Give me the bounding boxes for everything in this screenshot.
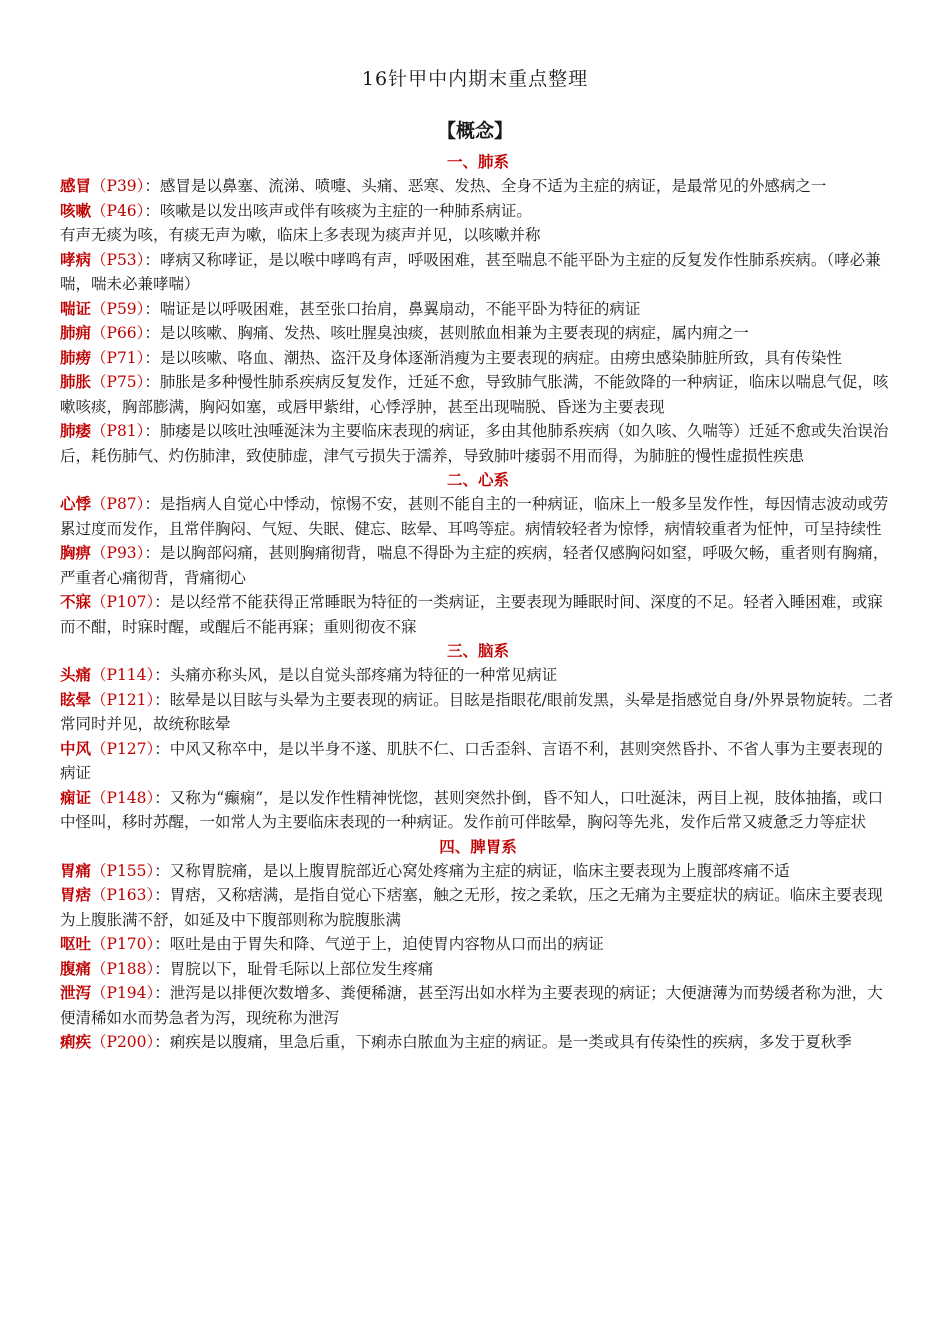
page-reference: （P127） xyxy=(91,739,155,758)
entry-term: 不寐 xyxy=(60,592,92,611)
entry-bumei xyxy=(60,590,896,639)
entry-term: 头痛 xyxy=(60,665,92,684)
entry-term: 眩晕 xyxy=(60,689,92,709)
entry-term: 肺痈 xyxy=(60,323,92,342)
entry-definition: ：呕吐是由于胃失和降、气逆于上，迫使胃内容物从口而出的病证 xyxy=(154,935,604,953)
entry-definition: ：泄泻是以排便次数增多、粪便稀溏，甚至泻出如水样为主要表现的病证；大便溏薄为而势缓者称为泄，大便清稀如水而势急者为泻，现统称为泄泻 xyxy=(60,984,883,1027)
section-heading: 三、脑系 xyxy=(446,641,509,660)
section-heading: 二、心系 xyxy=(446,470,509,489)
entry-definition: ：肺痿是以咳吐浊唾涎沫为主要临床表现的病证，多由其他肺系疾病（如久咳、久喘等）迁延不愈或失治误治后，耗伤肺气、灼伤肺津，致使肺虚，津气亏损失于濡养，导致肺叶痿弱不用而得，为肺脏的慢性虚损性疾患 xyxy=(60,422,889,465)
content-body xyxy=(60,150,896,1055)
page-reference: （P114） xyxy=(91,666,155,684)
entry-term: 胃痞 xyxy=(60,885,92,904)
entry-xinji xyxy=(60,492,896,541)
section-spleen-stomach xyxy=(60,835,896,1055)
entry-term: 肺痿 xyxy=(60,421,92,440)
entry-definition: ：是指病人自觉心中悸动，惊惕不安，甚则不能自主的一种病证，临床上一般多呈发作性，每因情志波动或劳累过度而发作，且常伴胸闷、气短、失眠、健忘、眩晕、耳鸣等症。病情较轻者为惊悸，病情较重者为怔忡，可呈持续性 xyxy=(60,495,889,538)
entry-zhongfeng xyxy=(60,737,896,786)
section-heading: 一、肺系 xyxy=(446,152,509,171)
entry-definition: ：是以咳嗽、胸痛、发热、咳吐腥臭浊痰，甚则脓血相兼为主要表现的病症，属内痈之一 xyxy=(144,324,749,342)
page-reference: （P66） xyxy=(91,324,145,342)
entry-xianzheng xyxy=(60,786,896,835)
entry-outu xyxy=(60,932,896,957)
page-reference: （P121） xyxy=(91,690,155,709)
entry-weipi xyxy=(60,883,896,932)
entry-term: 肺胀 xyxy=(60,372,92,391)
page-reference: （P93） xyxy=(91,544,145,562)
page-reference: （P75） xyxy=(91,373,145,391)
page-reference: （P53） xyxy=(91,250,145,269)
entry-definition: ：是以经常不能获得正常睡眠为特征的一类病证，主要表现为睡眠时间、深度的不足。轻者入睡困难，或寐而不酣，时寐时醒，或醒后不能再寐；重则彻夜不寐 xyxy=(60,593,883,636)
entry-definition: ：头痛亦称头风，是以自觉头部疼痛为特征的一种常见病证 xyxy=(154,666,558,684)
entry-term: 感冒 xyxy=(60,176,92,195)
entry-feiwei xyxy=(60,419,896,468)
entry-term: 喘证 xyxy=(60,298,92,318)
entry-feiyong xyxy=(60,321,896,346)
entry-xiongbi xyxy=(60,541,896,590)
entry-term: 呕吐 xyxy=(60,934,92,953)
entry-feilao xyxy=(60,346,896,371)
entry-term: 咳嗽 xyxy=(60,200,92,220)
entry-toutong xyxy=(60,663,896,688)
entry-liji xyxy=(60,1030,896,1055)
entry-definition: ：肺胀是多种慢性肺系疾病反复发作，迁延不愈，导致肺气胀满，不能敛降的一种病证，临床以喘息气促，咳嗽咳痰，胸部膨满，胸闷如塞，或唇甲紫绀，心悸浮肿，甚至出现喘脱、昏迷为主要表现 xyxy=(60,373,889,416)
entry-feizhang xyxy=(60,370,896,419)
entry-note: 有声无痰为咳，有痰无声为嗽，临床上多表现为痰声并见，以咳嗽并称 xyxy=(60,226,541,244)
entry-definition: ：中风又称卒中，是以半身不遂、肌肤不仁、口舌歪斜、言语不利，甚则突然昏扑、不省人事为主要表现的病证 xyxy=(60,739,883,782)
entry-term: 哮病 xyxy=(60,249,92,269)
page-reference: （P107） xyxy=(91,593,155,611)
entry-chuanzheng xyxy=(60,297,896,322)
page-reference: （P39） xyxy=(91,177,145,195)
entry-definition: ：又称为“癫痫”，是以发作性精神恍惚，甚则突然扑倒，昏不知人，口吐涎沫，两目上视，肢体抽搐，或口中怪叫，移时苏醒，一如常人为主要临床表现的一种病证。发作前可伴眩晕，胸闷等先兆，发作后常又疲惫乏力等症状 xyxy=(60,788,884,831)
entry-term: 泄泻 xyxy=(60,983,92,1002)
page-reference: （P163） xyxy=(91,886,155,904)
page-reference: （P194） xyxy=(91,984,155,1002)
document-title: 16针甲中内期末重点整理 xyxy=(361,68,589,90)
entry-definition: ：是以胸部闷痛，甚则胸痛彻背，喘息不得卧为主症的疾病，轻者仅感胸闷如窒，呼吸欠畅，重者则有胸痛，严重者心痛彻背，背痛彻心 xyxy=(60,544,889,587)
page-reference: （P46） xyxy=(91,201,145,220)
entry-definition: ：胃痞，又称痞满，是指自觉心下痞塞，触之无形，按之柔软，压之无痛为主要症状的病证。临床主要表现为上腹胀满不舒，如延及中下腹部则称为脘腹胀满 xyxy=(60,886,883,929)
section-lung xyxy=(60,150,896,468)
entry-definition: ：喘证是以呼吸困难，甚至张口抬肩，鼻翼扇动，不能平卧为特征的病证 xyxy=(144,299,641,318)
entry-definition: ：哮病又称哮证，是以喉中哮鸣有声，呼吸困难，甚至喘息不能平卧为主症的反复发作性肺系疾病。（哮必兼喘，喘未必兼哮喘） xyxy=(60,250,881,293)
page-reference: （P170） xyxy=(91,935,155,953)
entry-term: 痢疾 xyxy=(60,1032,92,1051)
entry-definition: ：又称胃脘痛，是以上腹胃脘部近心窝处疼痛为主症的病证，临床主要表现为上腹部疼痛不适 xyxy=(154,861,790,880)
entry-definition: ：痢疾是以腹痛，里急后重，下痢赤白脓血为主症的病证。是一类或具有传染性的疾病，多发于夏秋季 xyxy=(154,1033,852,1051)
entry-definition: ：咳嗽是以发出咳声或伴有咳痰为主症的一种肺系病证。 xyxy=(144,201,532,220)
page-reference: （P155） xyxy=(91,861,155,880)
page-reference: （P200） xyxy=(91,1033,155,1051)
page-reference: （P59） xyxy=(91,299,145,318)
entry-term: 腹痛 xyxy=(60,958,92,978)
page-reference: （P87） xyxy=(91,495,145,513)
entry-term: 胃痛 xyxy=(60,860,92,880)
concept-heading: 【概念】 xyxy=(436,120,513,142)
entry-definition: ：胃脘以下，耻骨毛际以上部位发生疼痛 xyxy=(154,959,434,978)
entry-kesou xyxy=(60,199,896,224)
entry-definition: ：感冒是以鼻塞、流涕、喷嚏、头痛、恶寒、发热、全身不适为主症的病证，是最常见的外感病之一 xyxy=(144,177,827,195)
page-reference: （P71） xyxy=(91,348,145,367)
entry-xiexie xyxy=(60,981,896,1030)
section-heart xyxy=(60,468,896,639)
entry-term: 中风 xyxy=(60,738,92,758)
section-brain xyxy=(60,639,896,835)
entry-term: 心悸 xyxy=(60,494,92,513)
entry-futong xyxy=(60,957,896,982)
entry-term: 肺痨 xyxy=(60,347,92,367)
entry-xiaobing xyxy=(60,248,896,297)
page-reference: （P148） xyxy=(91,788,155,807)
entry-xuanyun xyxy=(60,688,896,737)
entry-weitong xyxy=(60,859,896,884)
page-reference: （P188） xyxy=(91,959,155,978)
entry-ganmao xyxy=(60,174,896,199)
entry-term: 胸痹 xyxy=(60,543,92,562)
entry-definition: ：眩晕是以目眩与头晕为主要表现的病证。目眩是指眼花/眼前发黑，头晕是指感觉自身/外界景物旋转。二者常同时并见，故统称眩晕 xyxy=(60,690,894,733)
page-reference: （P81） xyxy=(91,422,145,440)
entry-definition: ：是以咳嗽、咯血、潮热、盗汗及身体逐渐消瘦为主要表现的病症。由痨虫感染肺脏所致，具有传染性 xyxy=(144,348,842,367)
section-heading: 四、脾胃系 xyxy=(439,836,517,856)
entry-term: 痫证 xyxy=(60,787,92,807)
